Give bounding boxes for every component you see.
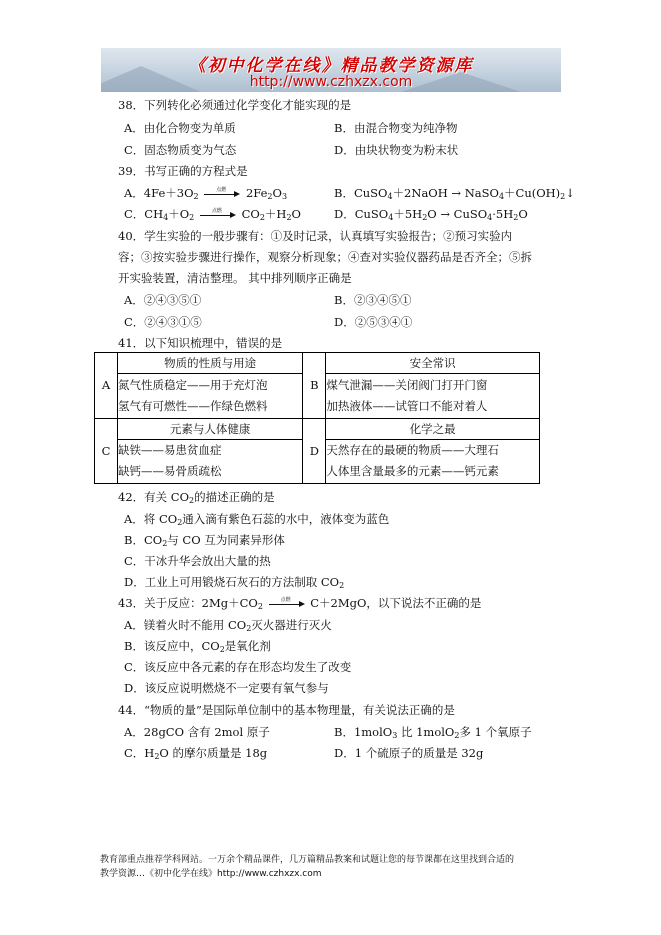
table-header-c: 元素与人体健康 <box>118 418 303 439</box>
q38-option-b: B．由混合物变为纯净物 <box>334 121 458 135</box>
question-44-stem: 44．“物质的量”是国际单位制中的基本物理量，有关说法正确的是 <box>118 703 455 717</box>
q40-option-c: C．②④③①⑤ <box>124 315 202 329</box>
q44-option-b: B．1molO$_3$ 比 1molO$_2$多 1 个氧原子 <box>334 725 532 740</box>
header-banner <box>101 48 561 92</box>
q43-option-d: D．该反应说明燃烧不一定要有氧气参与 <box>124 681 329 695</box>
q38-option-a: A．由化合物变为单质 <box>124 121 236 135</box>
reaction-arrow: 点燃 <box>269 599 305 609</box>
table-label-d: D <box>303 418 326 484</box>
q38-option-c: C．固态物质变为气态 <box>124 143 237 157</box>
q39-option-b: B．CuSO$_4$＋2NaOH → $NaSO_4+Cu(OH)_2↓$ <box>334 186 575 201</box>
q42-option-d: D．工业上可用锻烧石灰石的方法制取 $CO_2$ <box>124 575 345 590</box>
q40-option-a: A．②④③⑤① <box>124 293 202 307</box>
q39-option-c: C．$CH_4+O_2$ 点燃 $CO_2+H_2O$ <box>124 207 301 222</box>
question-43-stem: 43．关于反应：$2Mg+CO_2$ 点燃 C＋2MgO，以下说法不正确的是 <box>118 596 482 611</box>
table-header-a: 物质的性质与用途 <box>118 353 303 374</box>
question-38-stem: 38．下列转化必须通过化学变化才能实现的是 <box>118 98 352 112</box>
knowledge-table <box>94 352 540 484</box>
footer-line-2[interactable]: 教学资源…《初中化学在线》http://www.czhxzx.com <box>100 869 322 879</box>
q42-option-c: C．干冰升华会放出大量的热 <box>124 554 271 568</box>
question-39-stem: 39．书写正确的方程式是 <box>118 164 248 178</box>
q43-option-c: C．该反应中各元素的存在形态均发生了改变 <box>124 660 352 674</box>
q40-option-d: D．②⑤③④① <box>334 315 413 329</box>
q44-option-c: C．$H_2O$ 的摩尔质量是 18g <box>124 746 268 761</box>
table-cell-b: 煤气泄漏——关闭阀门打开门窗 加热液体——试管口不能对着人 <box>326 374 540 419</box>
q39-option-d: D．$CuSO_4+5H_2O$ → $CuSO_4\cdot 5H_2O$ <box>334 207 528 222</box>
question-40-stem: 40．学生实验的一般步骤有：①及时记录，认真填写实验报告；②预习实验内容；③按实验步骤进行操作，观察分析现象；④查对实验仪器药品是否齐全；⑤拆开实验装置，清洁整理。 其中排列顺序正确是 <box>118 229 532 285</box>
q38-option-d: D．由块状物变为粉末状 <box>334 143 459 157</box>
table-header-b: 安全常识 <box>326 353 540 374</box>
q40-option-b: B．②③④⑤① <box>334 293 412 307</box>
banner-title: 《初中化学在线》精品教学资源库 <box>188 56 474 76</box>
footer-line-1: 教育部重点推荐学科网站。一万余个精品课件，几万篇精品教案和试题让您的每节课都在这里找到合适的 <box>100 855 515 865</box>
q39-option-a: A．$4Fe+3O_2$ 点燃 $2Fe_2O_3$ <box>124 186 288 201</box>
table-label-b: B <box>303 353 326 419</box>
table-header-d: 化学之最 <box>326 418 540 439</box>
table-cell-a: 氮气性质稳定——用于充灯泡 氢气有可燃性——作绿色燃料 <box>118 374 303 419</box>
question-41-stem: 41．以下知识梳理中，错误的是 <box>118 336 283 350</box>
table-cell-c: 缺铁——易患贫血症 缺钙——易骨质疏松 <box>118 439 303 484</box>
table-cell-d: 天然存在的最硬的物质——大理石 人体里含量最多的元素——钙元素 <box>326 439 540 484</box>
q42-option-a: A．将 $CO_2$通入滴有紫色石蕊的水中，液体变为蓝色 <box>124 512 390 527</box>
q43-option-b: B．该反应中，$CO_2$是氧化剂 <box>124 639 271 654</box>
question-42-stem: 42．有关 $CO_2$的描述正确的是 <box>118 490 275 505</box>
q44-option-a: A．28gCO 含有 2mol 原子 <box>124 725 270 739</box>
q43-option-a: A．镁着火时不能用 $CO_2$灭火器进行灭火 <box>124 618 332 633</box>
table-label-a: A <box>95 353 118 419</box>
footer-note <box>100 853 570 881</box>
reaction-arrow: 点燃 <box>204 189 240 199</box>
reaction-arrow: 点燃 <box>200 210 236 220</box>
q42-option-b: B．$CO_2$与 CO 互为同素异形体 <box>124 533 285 548</box>
q44-option-d: D．1 个硫原子的质量是 32g <box>334 746 484 760</box>
table-label-c: C <box>95 418 118 484</box>
banner-url[interactable]: http://www.czhxzx.com <box>249 74 413 90</box>
